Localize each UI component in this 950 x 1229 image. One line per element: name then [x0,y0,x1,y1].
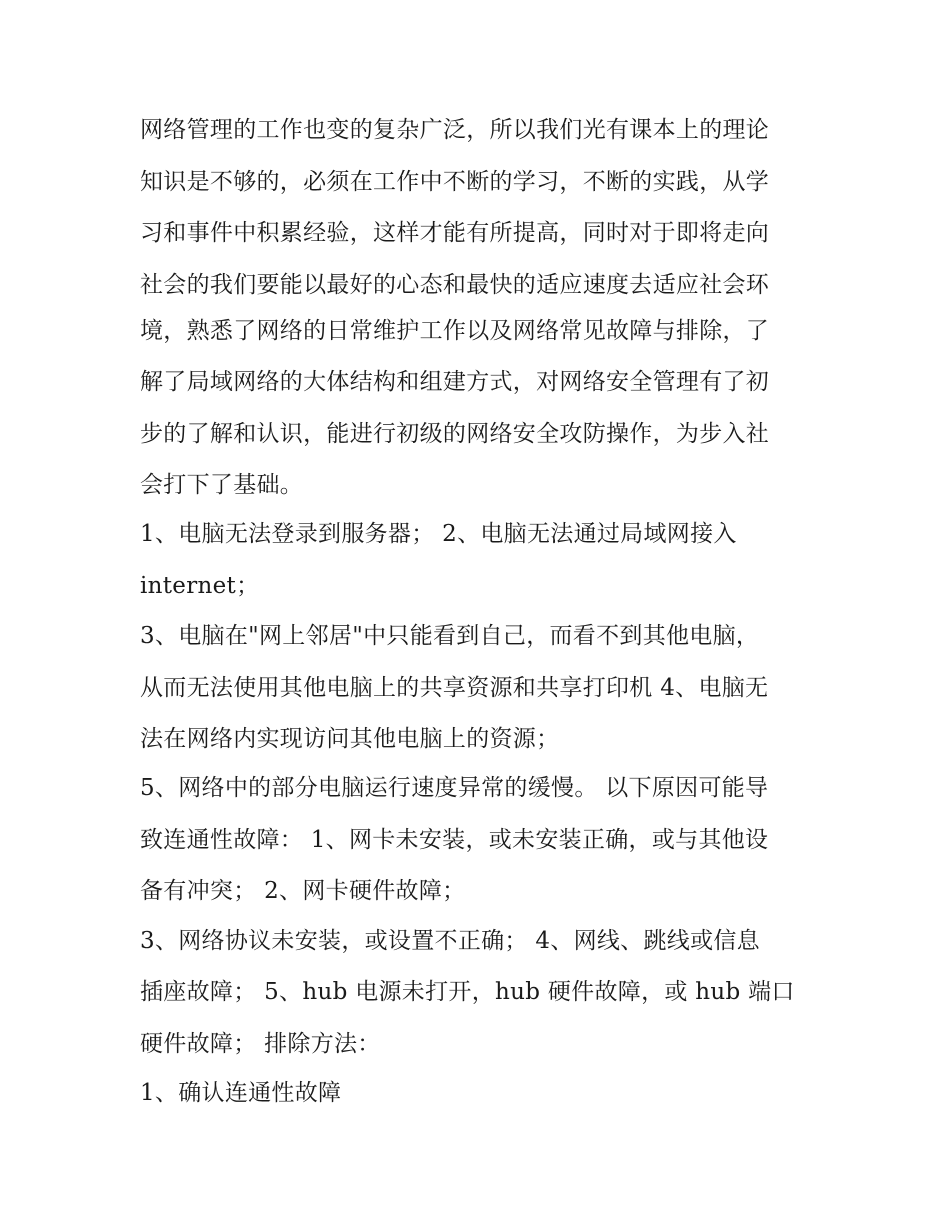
text-line: 法在网络内实现访问其他电脑上的资源； [140,726,560,752]
text-line: 3、网络协议未安装，或设置不正确； 4、网线、跳线或信息 [140,928,760,954]
text-line: 步的了解和认识，能进行初级的网络安全攻防操作，为步入社 [140,421,770,447]
text-line: 从而无法使用其他电脑上的共享资源和共享打印机 4、电脑无 [140,675,769,701]
text-line: 会打下了基础。 [140,472,304,498]
text-line: 1、确认连通性故障 [140,1080,342,1106]
text-line: 致连通性故障： 1、网卡未安装，或未安装正确，或与其他设 [140,827,769,853]
text-line: 知识是不够的，必须在工作中不断的学习，不断的实践，从学 [140,169,770,195]
text-line: 3、电脑在"网上邻居"中只能看到自己，而看不到其他电脑， [140,623,760,649]
text-line: 1、电脑无法登录到服务器； 2、电脑无法通过局域网接入 [140,521,737,547]
text-line: 5、网络中的部分电脑运行速度异常的缓慢。 以下原因可能导 [140,775,769,801]
text-line: 境，熟悉了网络的日常维护工作以及网络常见故障与排除，了 [140,318,770,344]
text-line: 备有冲突； 2、网卡硬件故障； [140,878,466,904]
text-line: 社会的我们要能以最好的心态和最快的适应速度去适应社会环 [140,272,770,298]
text-line: 插座故障； 5、hub 电源未打开，hub 硬件故障，或 hub 端口 [140,979,795,1005]
text-line: internet； [140,573,260,599]
text-line: 解了局域网络的大体结构和组建方式，对网络安全管理有了初 [140,369,770,395]
text-line: 习和事件中积累经验，这样才能有所提高，同时对于即将走向 [140,220,770,246]
text-line: 硬件故障； 排除方法： [140,1031,381,1057]
text-line: 网络管理的工作也变的复杂广泛，所以我们光有课本上的理论 [140,117,770,143]
